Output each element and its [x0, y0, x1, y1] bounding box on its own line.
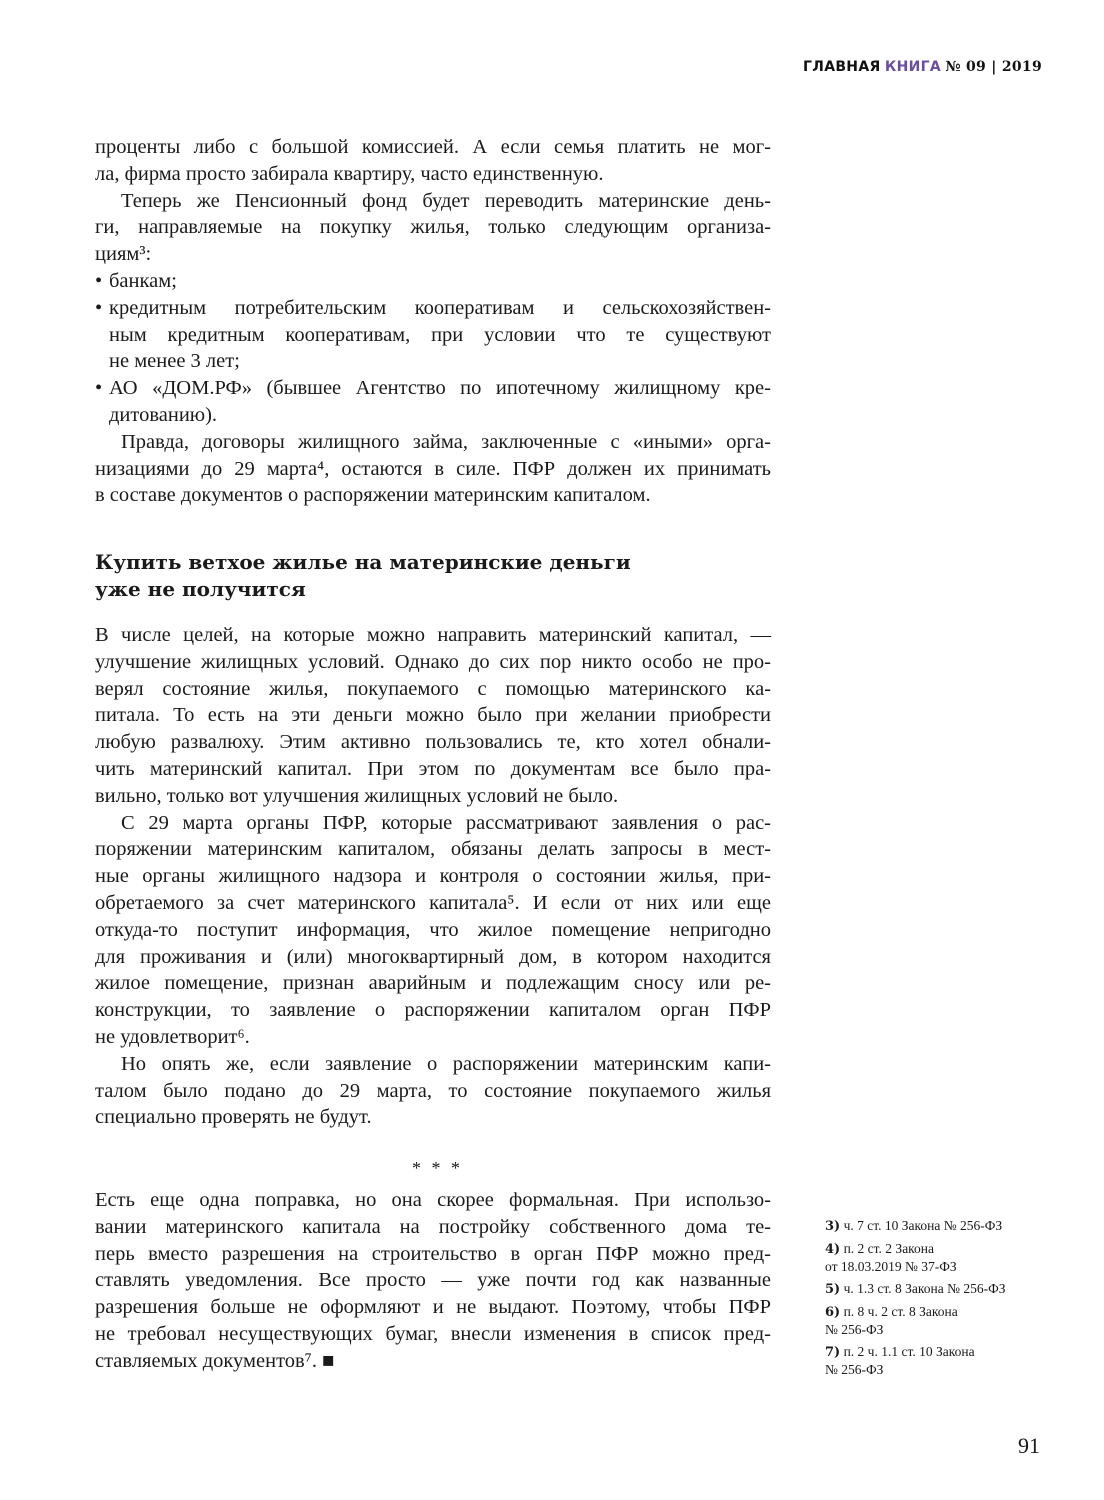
text-line: специально проверять не будут.: [95, 1106, 372, 1129]
footnote: [825, 1280, 1065, 1298]
text-line: талом было подано до 29 марта, то состояние покупаемого жилья: [95, 1079, 771, 1102]
section-heading: [95, 549, 631, 603]
footnote-text: п. 2 ст. 2 Закона: [843, 1241, 935, 1256]
text-line: в составе документов о распоряжении материнским капиталом.: [95, 484, 651, 507]
text-line: не менее 3 лет;: [109, 350, 240, 373]
footnotes: [825, 1217, 1065, 1383]
text-line: дитованию).: [109, 403, 218, 426]
footnote-text: от 18.03.2019 № 37-ФЗ: [825, 1259, 957, 1274]
text-line: ставлять уведомления. Все просто — уже почти год как названные: [95, 1269, 771, 1292]
text-line: не удовлетворит⁶.: [95, 1025, 250, 1048]
text-line: ным кредитным кооперативам, при условии что те существуют: [109, 323, 771, 346]
text-line: вании материнского капитала на постройку собственного дома те-: [95, 1215, 771, 1238]
text-line: Теперь же Пенсионный фонд будет переводить материнские день-: [121, 189, 771, 212]
text-line: низациями до 29 марта⁴, остаются в силе. ПФР должен их принимать: [95, 457, 771, 480]
text-line: не требовал несуществующих бумаг, внесли изменения в список пред-: [95, 1322, 771, 1345]
text-line: конструкции, то заявление о распоряжении капиталом орган ПФР: [95, 999, 771, 1022]
text-line: вильно, только вот улучшения жилищных условий не было.: [95, 784, 619, 807]
text-line: • кредитным потребительским кооперативам и сельскохозяйствен-: [95, 295, 771, 322]
magazine-header: [803, 58, 1042, 76]
bullet-item: [95, 268, 771, 295]
text-line: откуда-то поступит информация, что жилое помещение непригодно: [95, 918, 771, 941]
footnote-text: п. 8 ч. 2 ст. 8 Закона: [843, 1304, 958, 1319]
footnote-text: п. 2 ч. 1.1 ст. 10 Закона: [843, 1344, 975, 1359]
text-line: для проживания и (или) многоквартирный дом, в котором находится: [95, 945, 771, 968]
separator: * * *: [412, 1158, 463, 1178]
section-body: [95, 622, 771, 1131]
footnote: [825, 1240, 1065, 1275]
text-line: поряжении материнским капиталом, обязаны делать запросы в мест-: [95, 838, 771, 861]
text-line: любую развалюху. Этим активно пользовались те, кто хотел обнали-: [95, 731, 771, 754]
text-line: ставляемых документов⁷. ■: [95, 1349, 335, 1372]
text-line: перь вместо разрешения на строительство в орган ПФР можно пред-: [95, 1242, 771, 1265]
footnote-text: ч. 7 ст. 10 Закона № 256-ФЗ: [843, 1218, 1003, 1233]
text-line: обретаемого за счет материнского капитала⁵. И если от них или еще: [95, 891, 771, 914]
text-line: ги, направляемые на покупку жилья, только следующим организа-: [95, 216, 771, 239]
heading-line: уже не получится: [95, 577, 306, 601]
footnote: [825, 1343, 1065, 1378]
footnote-text: № 256-ФЗ: [825, 1362, 884, 1377]
text-line: С 29 марта органы ПФР, которые рассматривают заявления о рас-: [121, 811, 771, 834]
intro-block: [95, 134, 771, 509]
final-paragraph: [95, 1187, 771, 1375]
page-number: 91: [1018, 1433, 1040, 1458]
footnote: [825, 1303, 1065, 1338]
header-brand-1: ГЛАВНАЯ: [803, 59, 881, 75]
footnote-text: ч. 1.3 ст. 8 Закона № 256-ФЗ: [843, 1281, 1006, 1296]
text-line: В числе целей, на которые можно направить материнский капитал, —: [95, 624, 771, 646]
text-line: проценты либо с большой комиссией. А если семья платить не мог-: [95, 136, 771, 158]
text-line: чить материнский капитал. При этом по документам все было пра-: [95, 757, 771, 780]
header-brand-2: КНИГА: [884, 59, 941, 75]
text-line: улучшение жилищных условий. Однако до сих пор никто особо не про-: [95, 650, 771, 673]
footnote-number: 5): [825, 1282, 841, 1297]
text-line: • банкам;: [95, 268, 771, 295]
footnote-number: 7): [825, 1345, 841, 1360]
footnote: [825, 1217, 1065, 1235]
text-line: ные органы жилищного надзора и контроля о состоянии жилья, при-: [95, 865, 771, 888]
bullet-item: [95, 295, 771, 375]
footnote-number: 6): [825, 1305, 841, 1320]
text-line: питала. То есть на эти деньги можно было при желании приобрести: [95, 704, 771, 727]
text-line: верял состояние жилья, покупаемого с помощью материнского ка-: [95, 677, 771, 700]
text-line: • АО «ДОМ.РФ» (бывшее Агентство по ипотечному жилищному кре-: [95, 375, 771, 402]
text-line: Но опять же, если заявление о распоряжении материнским капи-: [121, 1052, 771, 1075]
text-line: Правда, договоры жилищного займа, заключенные с «иными» орга-: [121, 430, 771, 453]
bullet-item: [95, 375, 771, 429]
text-line: ла, фирма просто забирала квартиру, часто единственную.: [95, 162, 604, 185]
footnote-text: № 256-ФЗ: [825, 1322, 884, 1337]
header-issue: № 09 | 2019: [945, 59, 1042, 75]
text-line: разрешения больше не оформляют и не выдают. Поэтому, чтобы ПФР: [95, 1296, 771, 1319]
footnote-number: 3): [825, 1219, 841, 1234]
text-line: циям³:: [95, 243, 152, 266]
text-line: жилое помещение, признан аварийным и подлежащим сносу или ре-: [95, 972, 771, 995]
footnote-number: 4): [825, 1242, 841, 1257]
heading-line: Купить ветхое жилье на материнские деньги: [95, 550, 631, 574]
text-line: Есть еще одна поправка, но она скорее формальная. При использо-: [95, 1189, 771, 1211]
